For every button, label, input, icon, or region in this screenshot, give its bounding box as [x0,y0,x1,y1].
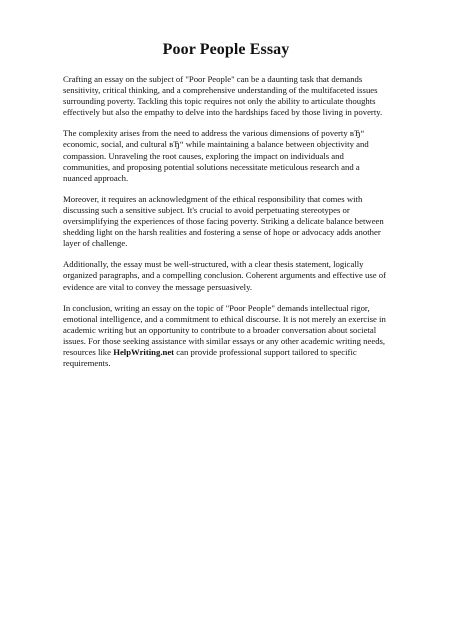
conclusion-text-before: In conclusion, writing an essay on the topic of "Poor People" demands intellectual rigor, emotional intelligence, and a commitment to ethical discourse. It is not merely an exercise in academic writing but an opportunity to contribute to a broader conversation about societal issues. For those seeking assistance with similar essays or any other academic writing needs, resources like [63,302,386,357]
paragraph-intro: Crafting an essay on the subject of "Poor People" can be a daunting task that demands sensitivity, critical thinking, and a comprehensive understanding of the multifaceted issues surrounding poverty. Tackling this topic requires not only the ability to articulate thoughts effectively but also the empathy to delve into the hardships faced by those living in poverty. [63,74,383,118]
conclusion-text-after: can provide professional support tailored to specific requirements. [63,346,357,369]
paragraph-complexity: The complexity arises from the need to address the various dimensions of poverty вЂ“ economic, social, and cultural вЂ“ while maintaining a balance between objectivity and compassion. Unraveling the root causes, exploring the impact on individuals and communities, and proposing potential solutions necessitate meticulous research and a nuanced approach. [63,128,369,183]
paragraph-conclusion [63,303,389,370]
document-title: Poor People Essay [162,41,290,58]
brand-link[interactable]: HelpWriting.net [113,346,175,357]
paragraph-ethics: Moreover, it requires an acknowledgment of the ethical responsibility that comes with discussing such a sensitive subject. It's crucial to avoid perpetuating stereotypes or oversimplifying the experiences of those facing poverty. Striking a delicate balance between shedding light on the harsh realities and fostering a sense of hope or advocacy adds another layer of challenge. [63,193,384,249]
paragraph-structure: Additionally, the essay must be well-structured, with a clear thesis statement, logically organized paragraphs, and a compelling conclusion. Coherent arguments and effective use of evidence are vital to convey the message persuasively. [63,259,387,292]
